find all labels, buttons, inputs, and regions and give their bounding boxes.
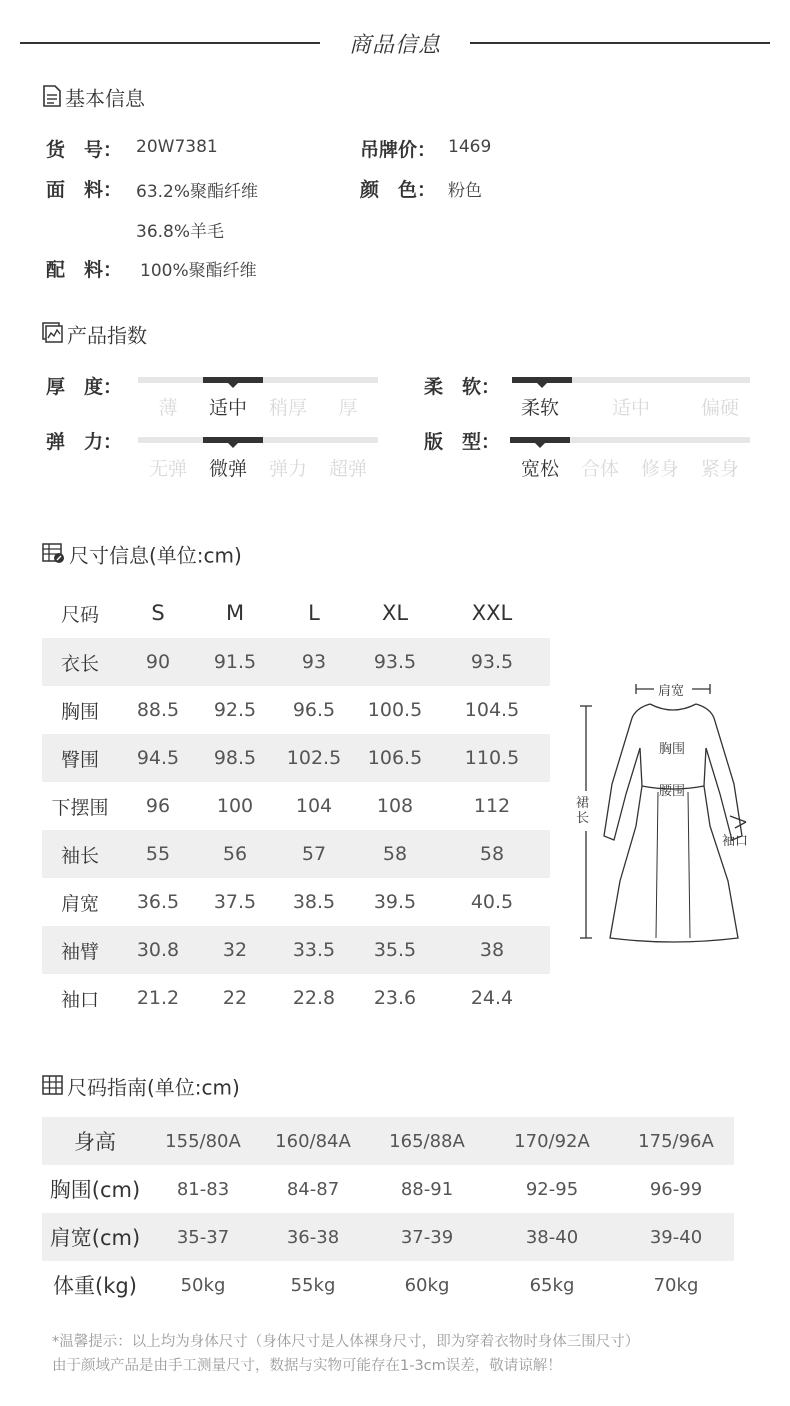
table-cell: 55kg [290, 1274, 336, 1296]
table-cell: 106.5 [367, 747, 423, 769]
table-row [42, 1213, 734, 1261]
elasticity-label: 弹 力： [46, 431, 123, 453]
table-cell: 38.5 [292, 891, 336, 913]
thickness-label: 厚 度： [46, 376, 123, 398]
row-label: 胸围(cm) [49, 1178, 141, 1202]
color-value: 粉色 [448, 181, 482, 201]
thickness-indicator [203, 377, 263, 383]
shoulder-label: 肩宽 [658, 684, 685, 699]
dress-sketch [570, 676, 770, 946]
table-cell: 84-87 [286, 1178, 340, 1200]
header-cell: 170/92A [514, 1130, 590, 1152]
table-cell: 37-39 [400, 1226, 454, 1248]
table-cell: 24.4 [470, 987, 514, 1009]
price-label: 吊牌价： [360, 139, 437, 161]
chest-label: 胸围 [659, 742, 686, 757]
table-cell: 22 [222, 987, 248, 1009]
fit-option: 修身 [640, 458, 679, 480]
table-cell: 81-83 [176, 1178, 230, 1200]
table-row [42, 974, 550, 1022]
header-cell: L [308, 601, 320, 625]
softness-option-selected: 柔软 [520, 397, 559, 419]
section-basic-info [42, 84, 145, 110]
table-cell: 40.5 [470, 891, 514, 913]
row-label: 肩宽(cm) [49, 1226, 141, 1250]
page-title: 商品信息 [348, 33, 441, 58]
table-cell: 104.5 [464, 699, 520, 721]
softness-option: 适中 [611, 397, 650, 419]
item-no-value: 20W7381 [136, 137, 218, 157]
section-product-index [42, 321, 147, 347]
table-row [42, 638, 550, 686]
header-cell: 身高 [74, 1130, 116, 1154]
row-label: 衣长 [60, 652, 99, 675]
table-cell: 90 [145, 651, 171, 673]
table-row [42, 734, 550, 782]
header-cell: 155/80A [165, 1130, 241, 1152]
fit-option-selected: 宽松 [520, 458, 559, 480]
dress-measurement-diagram [570, 676, 770, 946]
table-cell: 35-37 [176, 1226, 230, 1248]
table-cell: 55 [145, 843, 171, 865]
table-row [42, 686, 550, 734]
table-cell: 91.5 [213, 651, 257, 673]
chart-icon [42, 322, 64, 350]
table-cell: 39.5 [373, 891, 417, 913]
table-cell: 96-99 [649, 1178, 703, 1200]
header-cell: 165/88A [389, 1130, 465, 1152]
table-cell: 57 [301, 843, 327, 865]
table-cell: 92.5 [213, 699, 257, 721]
thickness-option: 薄 [158, 397, 178, 419]
section-title: 产品指数 [67, 323, 147, 348]
table-cell: 58 [382, 843, 408, 865]
softness-label: 柔 软： [424, 376, 501, 398]
table-cell: 100 [216, 795, 254, 817]
grid-icon [42, 1074, 64, 1102]
table-cell: 102.5 [286, 747, 342, 769]
table-cell: 104 [295, 795, 333, 817]
table-cell: 21.2 [136, 987, 180, 1009]
table-row [42, 878, 550, 926]
table-cell: 70kg [653, 1274, 699, 1296]
table-cell: 38-40 [525, 1226, 579, 1248]
table-cell: 58 [479, 843, 505, 865]
elasticity-option: 无弹 [148, 458, 187, 480]
table-cell: 96.5 [292, 699, 336, 721]
table-row [42, 1165, 734, 1213]
softness-indicator [512, 377, 572, 383]
row-label: 袖长 [60, 844, 99, 867]
fabric-value-2: 36.8%羊毛 [136, 222, 225, 242]
header-cell: XXL [471, 601, 513, 625]
table-cell: 23.6 [373, 987, 417, 1009]
lining-value: 100%聚酯纤维 [140, 261, 257, 281]
note-line-2: 由于颜域产品是由手工测量尺寸，数据与实物可能存在1-3cm误差，敬请谅解！ [52, 1358, 562, 1374]
table-cell: 36.5 [136, 891, 180, 913]
table-row [42, 926, 550, 974]
table-cell: 56 [222, 843, 248, 865]
table-row [42, 1261, 734, 1309]
table-cell: 93.5 [470, 651, 514, 673]
table-cell: 112 [473, 795, 511, 817]
fit-indicator [510, 437, 570, 443]
table-cell: 39-40 [649, 1226, 703, 1248]
table-cell: 108 [376, 795, 414, 817]
cuff-label: 袖口 [722, 834, 749, 849]
header-cell: 160/84A [275, 1130, 351, 1152]
row-label: 下摆围 [51, 796, 109, 819]
price-value: 1469 [448, 137, 492, 157]
section-title: 尺码指南(单位:cm) [67, 1075, 240, 1100]
table-cell: 98.5 [213, 747, 257, 769]
row-label: 袖臂 [60, 940, 99, 963]
row-label: 肩宽 [60, 892, 99, 915]
table-cell: 50kg [180, 1274, 226, 1296]
table-cell: 100.5 [367, 699, 423, 721]
waist-label: 腰围 [659, 784, 686, 799]
row-label: 臀围 [60, 748, 99, 771]
header-cell: XL [381, 601, 409, 625]
header-cell: M [225, 601, 245, 625]
color-label: 颜 色： [360, 179, 437, 201]
fit-label: 版 型： [424, 431, 501, 453]
table-cell: 35.5 [373, 939, 417, 961]
size-table-header [42, 588, 550, 638]
table-cell: 37.5 [213, 891, 257, 913]
header-cell: 175/96A [638, 1130, 714, 1152]
row-label: 体重(kg) [53, 1274, 137, 1298]
table-cell: 88.5 [136, 699, 180, 721]
item-no-label: 货 号： [46, 139, 123, 161]
table-cell: 92-95 [525, 1178, 579, 1200]
elasticity-indicator [203, 437, 263, 443]
table-cell: 65kg [529, 1274, 575, 1296]
header-cell: S [151, 601, 165, 625]
table-cell: 60kg [404, 1274, 450, 1296]
row-label: 胸围 [60, 700, 99, 723]
section-title: 尺寸信息(单位:cm) [69, 543, 242, 568]
fabric-label: 面 料： [46, 179, 123, 201]
section-size-guide [42, 1073, 240, 1099]
header-cell: 尺码 [60, 603, 99, 626]
section-title: 基本信息 [65, 86, 145, 111]
table-cell: 32 [222, 939, 248, 961]
table-cell: 30.8 [136, 939, 180, 961]
table-cell: 94.5 [136, 747, 180, 769]
fabric-value-1: 63.2%聚酯纤维 [136, 182, 259, 202]
thickness-option: 稍厚 [268, 397, 307, 419]
size-guide-table [42, 1117, 734, 1309]
table-cell: 96 [145, 795, 171, 817]
table-cell: 88-91 [400, 1178, 454, 1200]
lining-label: 配 料： [46, 259, 123, 281]
document-icon [42, 85, 62, 113]
fit-option: 合体 [580, 458, 619, 480]
table-cell: 93.5 [373, 651, 417, 673]
table-cell: 38 [479, 939, 505, 961]
softness-option: 偏硬 [700, 397, 739, 419]
table-cell: 110.5 [464, 747, 520, 769]
note-line-1: *温馨提示：以上均为身体尺寸（身体尺寸是人体裸身尺寸，即为穿着衣物时身体三围尺寸） [52, 1334, 640, 1350]
size-guide-header [42, 1117, 734, 1165]
row-label: 袖口 [60, 988, 99, 1011]
elasticity-option: 弹力 [268, 458, 307, 480]
size-table [42, 588, 550, 1022]
table-row [42, 782, 550, 830]
table-row [42, 830, 550, 878]
table-cell: 93 [301, 651, 327, 673]
section-size-info [42, 541, 242, 567]
thickness-option-selected: 适中 [208, 397, 247, 419]
elasticity-option-selected: 微弹 [208, 458, 247, 480]
elasticity-option: 超弹 [328, 458, 367, 480]
fit-option: 紧身 [700, 458, 739, 480]
length-label: 裙长 [576, 796, 590, 826]
table-cell: 36-38 [286, 1226, 340, 1248]
ruler-table-icon [42, 542, 66, 570]
thickness-option: 厚 [338, 397, 358, 419]
table-cell: 22.8 [292, 987, 336, 1009]
table-cell: 33.5 [292, 939, 336, 961]
